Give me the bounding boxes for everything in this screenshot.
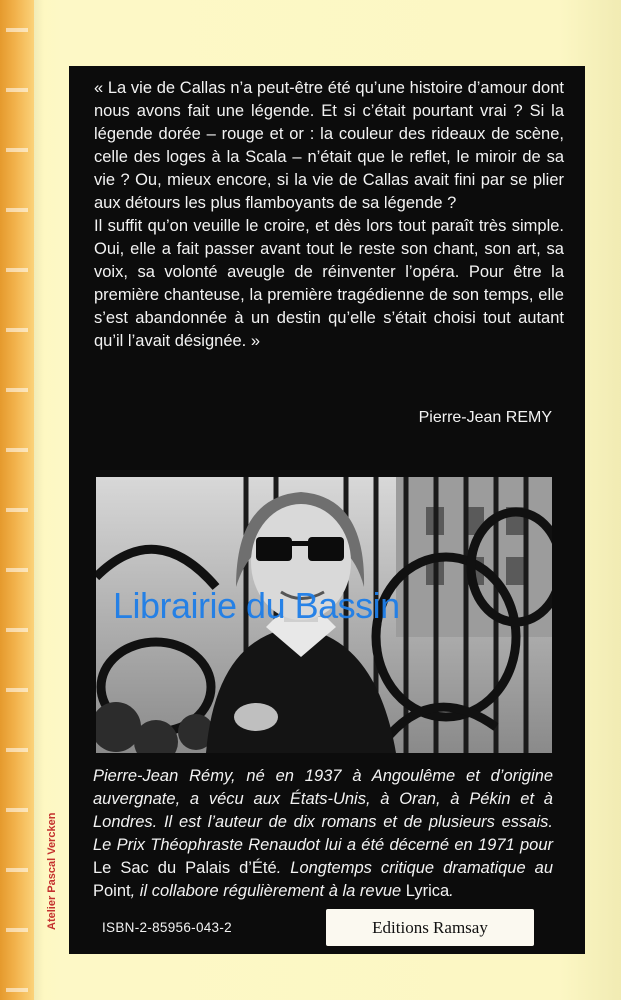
bio-text-4: . [449,882,454,900]
bio-point: Point [93,882,131,900]
bio-lyrica: Lyrica [405,882,450,900]
quote-paragraph-1: « La vie de Callas n’a peut-être été qu’une histoire d’amour dont nous avons fait une légende. Et si c’était pourtant vrai ? Si la légende dorée – rouge et or : la couleur des rideaux de scène, celle des loges à la Scala – n’était que le reflet, le miroir de sa vie ? Ou, mieux encore, si la vie de Callas avait fini par se plier aux détours les plus flamboyants de sa légende ? [94,79,564,212]
bio-text-1: Pierre-Jean Rémy, né en 1937 à Angoulême et d’origine auvergnate, a vécu aux États-Unis, à Oran, à Pékin et à Londres. Il est l’auteur de dix romans et de plusieurs essais. Le Prix Théophraste Renaudot lui a été décerné en 1971 pour [93,767,553,854]
bio-text-3: , il collabore régulièrement à la revue [130,882,406,900]
bio-text-2: . Longtemps critique dramatique au [276,859,553,877]
cover-edge [34,0,44,1000]
isbn-number: ISBN-2-85956-043-2 [102,920,232,935]
atelier-credit: Atelier Pascal Vercken [46,812,58,930]
quote-paragraph-2: Il suffit qu’on veuille le croire, et dès lors tout paraît très simple. Oui, elle a fait passer avant tout le reste son chant, son art, sa voix, sa volonté aveugle de réinventer l’opéra. Pour être la première chanteuse, la première tragédienne de son temps, elle s’est abandonnée à un destin qu’elle s’était choisi tout autant qu’il l’avait désignée. » [94,217,564,350]
bio-book-title: Le Sac du Palais d’Été [93,859,277,877]
watermark-text: Librairie du Bassin [113,585,400,626]
publisher-name: Editions Ramsay [372,917,488,937]
quote-author: Pierre-Jean REMY [418,409,552,426]
spine-pattern [6,0,28,1000]
author-bio [93,765,553,903]
spine-strip [0,0,34,1000]
quote-block [94,77,564,353]
publisher-label [326,909,534,946]
